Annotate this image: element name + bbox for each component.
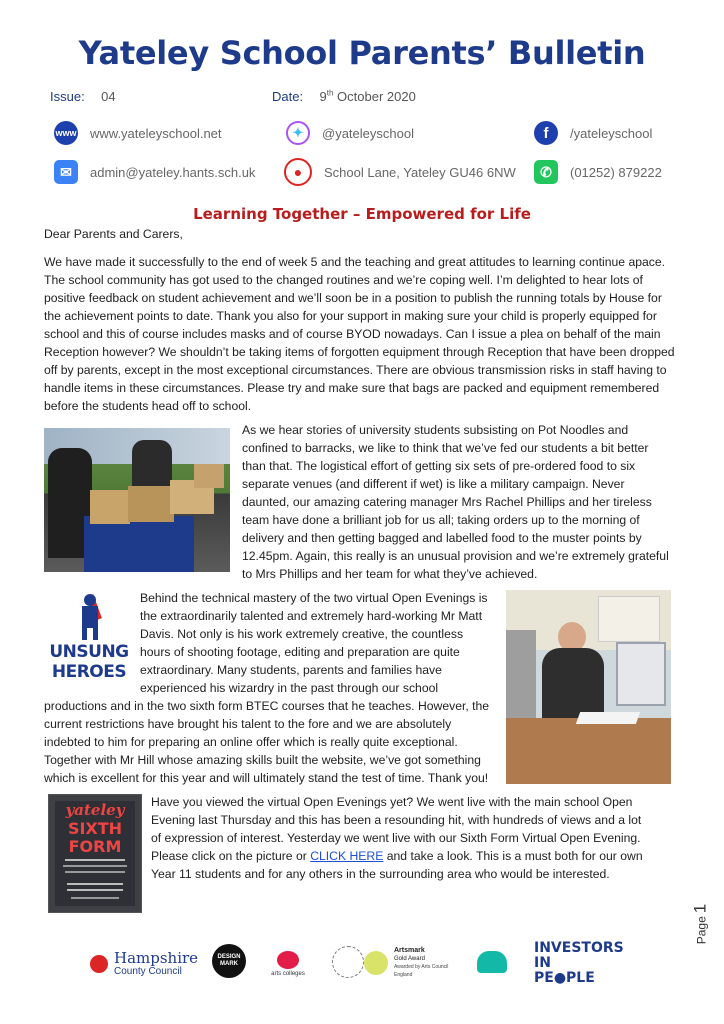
catering-paragraph: As we hear stories of university students subsisting on Pot Noodles and confined to barracks, we like to think that we’ve fed our students a bit better than that. The logistical effort of getting six sets of pre-ordered food to six separate venues (and different if wet) is like a military campaign. Never daunted, our amazing catering manager Mrs Rachel Phillips and her tireless team have done a brilliant job for us all; taking orders up to the morning of delivery and then getting bagged and labelled food to the muster points by 12.45pm. Again, this really is an unusual provision and we’re extremely grateful to Mrs Phillips and her team for what they’ve achieved. — [242, 423, 669, 581]
location-pin-icon: ● — [284, 158, 312, 186]
page-label: Page — [694, 916, 709, 945]
date-value: 9th October 2020 — [319, 88, 416, 104]
phone-icon: ✆ — [534, 160, 558, 184]
email-text: admin@yateley.hants.sch.uk — [90, 164, 256, 180]
sixth-form-poster[interactable]: yateley SIXTH FORM — [48, 794, 142, 913]
hampshire-logo: Hampshire County Council — [90, 946, 200, 982]
arts-colleges-icon — [277, 951, 299, 969]
facebook-text: /yateleyschool — [570, 125, 653, 141]
twitter-icon: ✦ — [286, 121, 310, 145]
globe-icon: www — [54, 121, 78, 145]
website-contact[interactable] — [54, 121, 222, 145]
teal-school-logo — [474, 944, 510, 980]
page-number — [688, 900, 718, 946]
open-evening-paragraph-top: Behind the technical mastery of the two virtual Open Evenings is the extraordinarily talented and extremely hard-working Mr Matt Davis. Not only is his work extremely creative, the countless hours of shooting footage, editing and preparation are quite extraordinary. Many students, parents and families have experienced his wizardry in the past through our school — [140, 591, 488, 695]
bulletin-title: Yateley School Parents’ Bulletin — [78, 34, 646, 72]
teal-logo-icon — [477, 951, 507, 973]
twitter-text: @yateleyschool — [322, 125, 414, 141]
artsmark-logo: Artsmark Gold Award Awarded by Arts Council England — [364, 948, 460, 978]
facebook-icon: f — [534, 121, 558, 145]
investors-in-people-logo: INVESTORS IN PE●PLE — [534, 939, 624, 986]
teacher-photo — [506, 590, 671, 784]
open-evening-paragraph-bottom: productions and in the two sixth form BTEC courses that he teaches. However, the current restrictions have brought his talent to the fore and we are absolutely indebted to him for preparing an online offer which is really quite exceptional. Together with Mr Hill whose amazing skills built the website, we’ve got something which is excellent for this year and will ultimately stand the test of time. Thank you! — [44, 699, 490, 785]
greeting: Dear Parents and Carers, — [44, 227, 183, 241]
issue-value: 04 — [101, 89, 116, 104]
issue-label: Issue: — [50, 89, 85, 104]
artsmark-icon — [364, 951, 388, 975]
intro-paragraph: We have made it successfully to the end of week 5 and the teaching and great attitudes to learning continue apace. The school community has got used to the changed routines and we’re coping well. I’m delighted to hear lots of positive feedback on student achievement and we’ll soon be in a position to publish the running totals by House for the achievement points to date. Thank you also for your support in making sure your child is properly equipped for school and this of course includes masks and of course BYOD nowadays. Can I issue a plea on behalf of the main Reception however? We shouldn’t be taking items of forgotten equipment through Reception that have been dropped off by parents, except in the most exceptional circumstances. There are obvious transmission risks in staff having to handle items in these circumstances. Please try and make sure that bags are packed and equipment remembered before the students head off to school. — [44, 255, 675, 413]
design-mark-logo: DESIGN MARK — [212, 944, 246, 978]
catering-photo — [44, 428, 230, 572]
address-contact[interactable] — [284, 158, 516, 186]
bulletin-subtitle: Learning Together – Empowered for Life — [193, 205, 531, 223]
date-label: Date: — [272, 89, 304, 104]
phone-contact[interactable] — [534, 160, 662, 184]
email-contact[interactable] — [54, 160, 255, 184]
arts-colleges-logo: arts colleges — [270, 946, 306, 982]
round-badge-icon — [332, 946, 364, 978]
mail-icon: ✉ — [54, 160, 78, 184]
date-row — [272, 88, 416, 106]
facebook-contact[interactable] — [534, 121, 652, 145]
page-value: 1 — [690, 903, 710, 914]
website-text: www.yateleyschool.net — [90, 125, 222, 141]
rose-icon — [90, 955, 108, 973]
click-here-link[interactable]: CLICK HERE — [310, 849, 384, 863]
unsung-heroes-logo: UNSUNG HEROES — [44, 592, 134, 684]
phone-text: (01252) 879222 — [570, 164, 662, 180]
twitter-contact[interactable] — [286, 121, 414, 145]
issue-row — [50, 88, 116, 106]
address-text: School Lane, Yateley GU46 6NW — [324, 164, 516, 180]
virtual-open-evening-paragraph: Have you viewed the virtual Open Evenings yet? We went live with the main school Open Evening last Thursday and this has been a resounding hit, with hundreds of views and a lot of expression of interest. Yesterday we went live with our Sixth Form Virtual Open Evening. Please click on the picture or CLICK HERE and take a look. This is a must both for our own Year 11 students and for any others in the surrounding area who would be interested. — [151, 795, 643, 881]
